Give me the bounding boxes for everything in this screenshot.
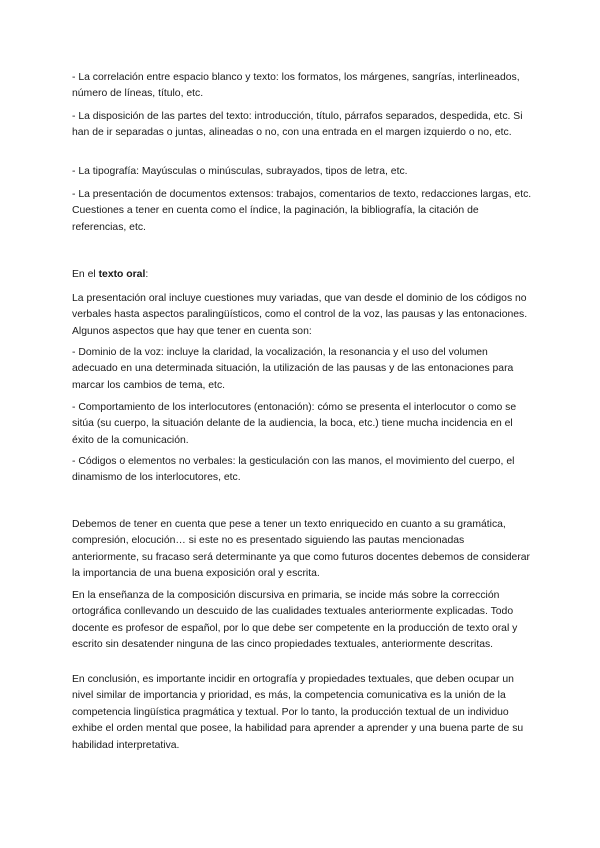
- closing-paragraph-2: En la enseñanza de la composición discursiva en primaria, se incide más sobre la corrección ortográfica conllevando un descuido de las cualidades textuales anteriormente explicadas. Todo docente es profesor de español, por lo que debe ser competente en la producción de texto oral y escrito sin desatender ninguna de las cinco propiedades textuales, anteriormente descritas.: [72, 590, 518, 651]
- list-item-correlacion: - La correlación entre espacio blanco y texto: los formatos, los márgenes, sangrías, interlineados, número de líneas, título, etc.: [72, 72, 520, 100]
- list-item-dominio-voz: - Dominio de la voz: incluye la claridad, la vocalización, la resonancia y el uso del volumen adecuado en una determinada situación, la utilización de las pausas y de las entonaciones para marcar los cambios de tema, etc.: [72, 347, 514, 391]
- list-item-documentos-extensos: - La presentación de documentos extensos: trabajos, comentarios de texto, redacciones largas, etc. Cuestiones a tener en cuenta como el índice, la paginación, la bibliografía, la citación de referencias, etc.: [72, 189, 532, 233]
- list-item-disposicion: - La disposición de las partes del texto: introducción, título, párrafos separados, despedida, etc. Si han de ir separadas o juntas, alineadas o no, con una entrada en el margen izquierdo o no, etc.: [72, 111, 523, 139]
- heading-suffix: :: [145, 269, 149, 280]
- list-item-tipografia: - La tipografía: Mayúsculas o minúsculas, subrayados, tipos de letra, etc.: [72, 166, 408, 177]
- heading-bold: texto oral: [98, 269, 146, 280]
- oral-intro-paragraph: La presentación oral incluye cuestiones muy variadas, que van desde el dominio de los códigos no verbales hasta aspectos paralingüísticos, como el control de la voz, las pausas y las entonaciones. Algunos aspectos que hay que tener en cuenta son:: [72, 293, 528, 337]
- heading-prefix: En el: [72, 269, 99, 280]
- list-item-codigos-no-verbales: - Códigos o elementos no verbales: la gesticulación con las manos, el movimiento del cuerpo, el dinamismo de los interlocutores, etc.: [72, 456, 515, 484]
- closing-paragraph-3: En conclusión, es importante incidir en ortografía y propiedades textuales, que deben ocupar un nivel similar de importancia y prioridad, es más, la competencia comunicativa es la unión de la competencia lingüística pragmática y textual. Por lo tanto, la producción textual de un individuo exhibe el orden mental que posee, la habilidad para aprender a aprender y una buena parte de su habilidad interpretativa.: [72, 674, 524, 751]
- closing-paragraph-1: Debemos de tener en cuenta que pese a tener un texto enriquecido en cuanto a su gramática, compresión, elocución… si este no es presentado siguiendo las pautas mencionadas anteriormente, su fracaso será determinante ya que como futuros docentes debemos de considerar la importancia de una buena exposición oral y escrita.: [72, 519, 531, 580]
- list-item-comportamiento: - Comportamiento de los interlocutores (entonación): cómo se presenta el interlocutor o como se sitúa (su cuerpo, la situación delante de la audiencia, la boca, etc.) tiene mucha incidencia en el éxito de la comunicación.: [72, 402, 517, 446]
- section-heading-texto-oral: [72, 267, 534, 283]
